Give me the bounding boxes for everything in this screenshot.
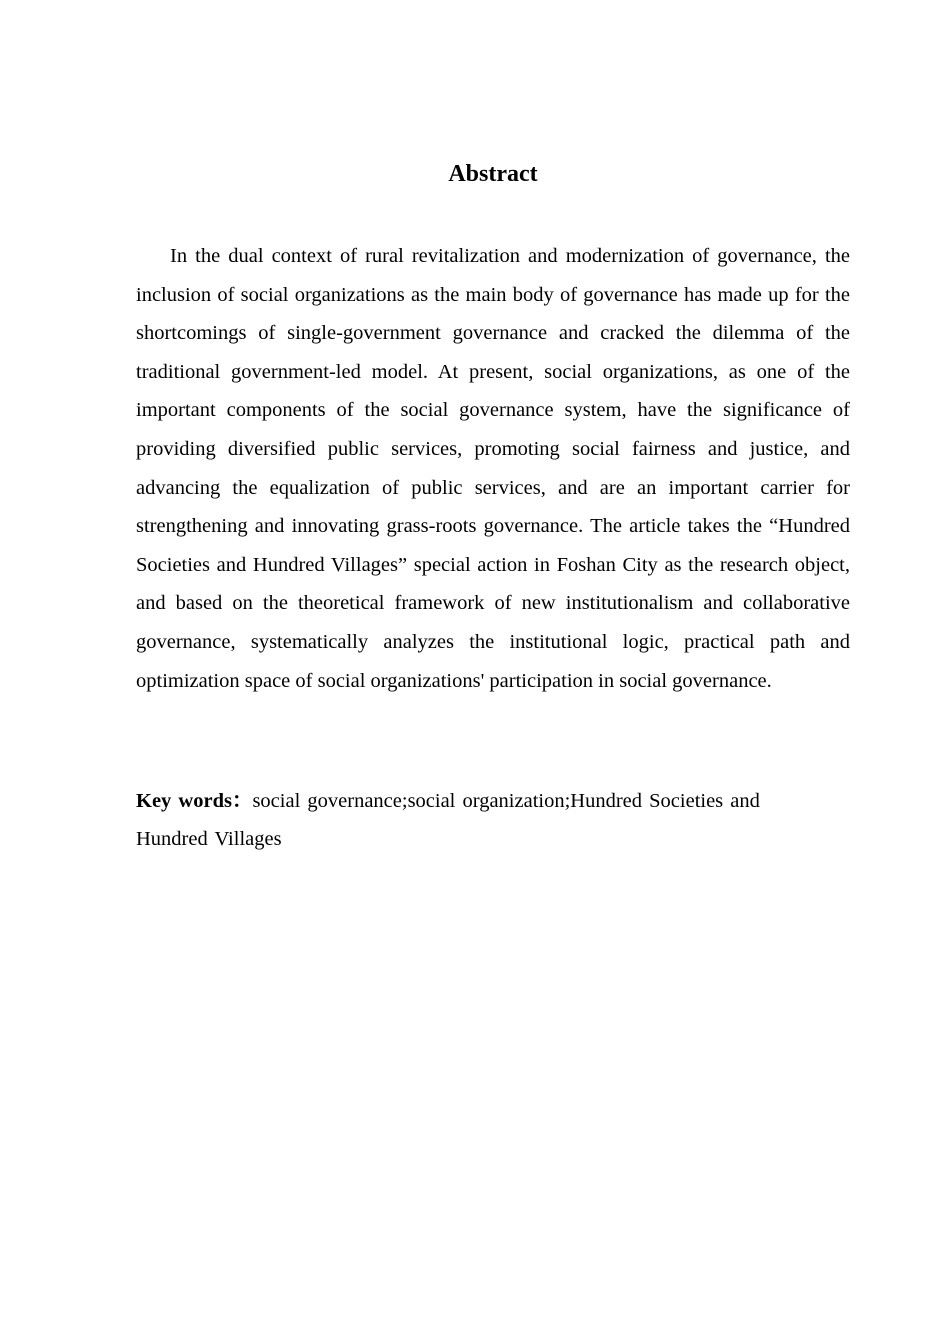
keywords-line: [136, 782, 836, 858]
abstract-title: Abstract: [448, 161, 538, 187]
keywords-label: Key words：: [136, 790, 253, 812]
keywords-text: social governance;social organization;Hundred Societies and Hundred Villages: [136, 790, 760, 850]
abstract-body: In the dual context of rural revitalization and modernization of governance, the inclusion of social organizations as the main body of governance has made up for the shortcomings of single-government governance and cracked the dilemma of the traditional government-led model. At present, social organizations, as one of the important components of the social governance system, have the significance of providing diversified public services, promoting social fairness and justice, and advancing the equalization of public services, and are an important carrier for strengthening and innovating grass-roots governance. The article takes the “Hundred Societies and Hundred Villages” special action in Foshan City as the research object, and based on the theoretical framework of new institutionalism and collaborative governance, systematically analyzes the institutional logic, practical path and optimization space of social organizations' participation in social governance.: [136, 245, 850, 692]
